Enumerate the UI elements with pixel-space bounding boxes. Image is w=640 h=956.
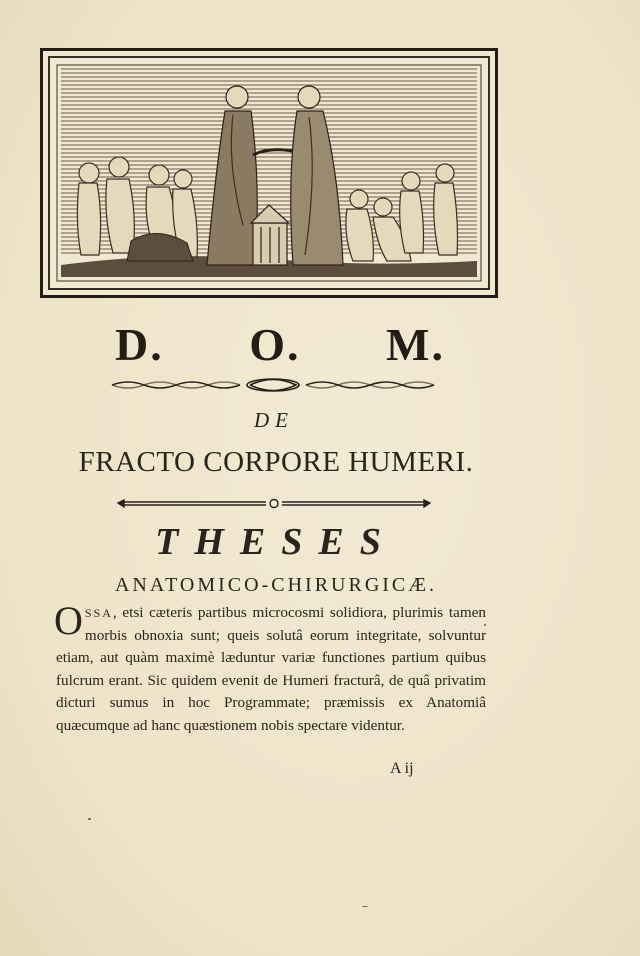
body-text: , etsi cæteris partibus microcosmi solidiora, plurimis tamen morbis obnoxia sunt; queis solutâ eorum integritate, solvuntur etiam, aut quàm maximè læduntur variæ functiones partium quibus fulcrum erant. Sic quidem evenit de Humeri fracturâ, de quâ privatim dicturi sumus in hoc Programmate; præmissis ex Anatomiâ quæcumque ad hanc quæstionem nobis spectare videntur.	[56, 604, 486, 734]
dom-dedication	[0, 318, 560, 371]
ornamental-rule-top	[108, 376, 438, 394]
heading-subtitle: ANATOMICO-CHIRURGICÆ.	[114, 574, 438, 596]
paper-speck	[88, 818, 91, 820]
engraved-vignette	[40, 48, 498, 298]
signature-mark: A ij	[390, 760, 414, 777]
body-paragraph	[54, 598, 486, 737]
heading-de: DE	[254, 408, 294, 432]
ornamental-rule-middle	[116, 496, 432, 510]
dom-letter-o: O.	[249, 319, 301, 370]
heading-theses: THESES	[155, 521, 397, 563]
first-word-smallcaps: SSA	[84, 606, 113, 620]
dom-letter-m: M.	[386, 319, 445, 370]
drop-cap: O	[54, 598, 83, 643]
vignette-illustration	[47, 55, 491, 291]
paper-speck	[484, 624, 486, 626]
dom-letter-d: D.	[115, 319, 164, 370]
paper-speck	[362, 906, 368, 907]
heading-title: FRACTO CORPORE HUMERI.	[78, 446, 474, 478]
